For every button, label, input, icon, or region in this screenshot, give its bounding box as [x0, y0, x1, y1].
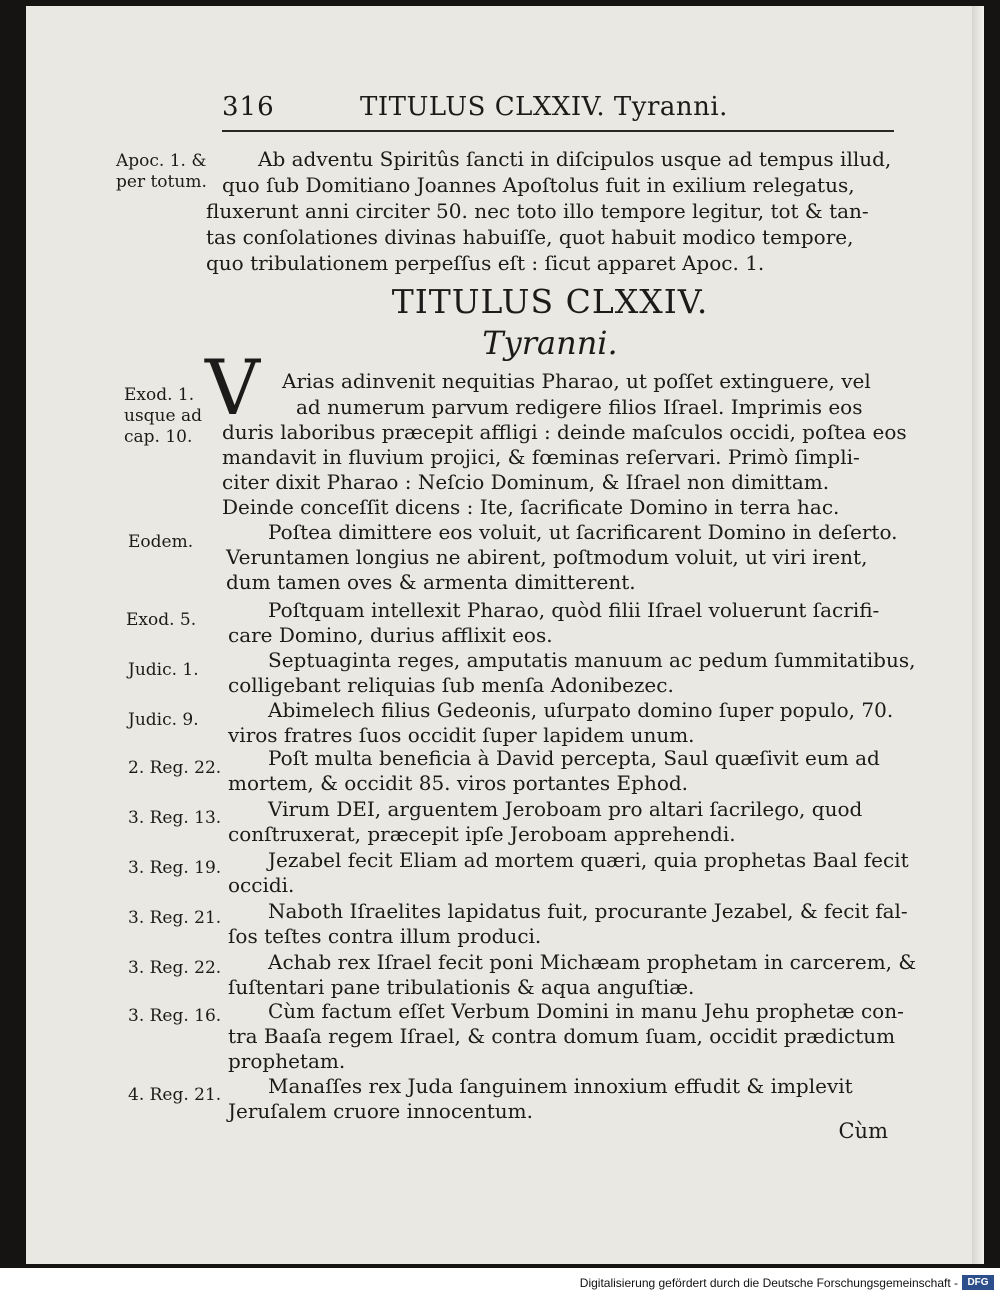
- body-line: ſuſtentari pane tribulationis & aqua anguſtiæ.: [228, 975, 695, 999]
- body-line: duris laboribus præcepit affligi : deinde maſculos occidi, poſtea eos: [222, 420, 907, 444]
- header-rule: [222, 130, 894, 132]
- body-line: Cùm factum eſſet Verbum Domini in manu Jehu prophetæ con-: [268, 999, 904, 1023]
- body-line: Naboth Iſraelites lapidatus fuit, procurante Jezabel, & fecit fal-: [268, 899, 908, 923]
- body-line: mortem, & occidit 85. viros portantes Ephod.: [228, 771, 689, 795]
- body-line: prophetam.: [228, 1049, 346, 1073]
- digitization-footer: [0, 1272, 1000, 1295]
- body-line: Veruntamen longius ne abirent, poſtmodum voluit, ut viri irent,: [226, 545, 868, 569]
- body-line: tra Baaſa regem Iſrael, & contra domum ſuam, occidit prædictum: [228, 1024, 896, 1048]
- page-header: [222, 88, 890, 128]
- catchword: Cùm: [838, 1119, 888, 1143]
- margin-note: Exod. 1. usque ad cap. 10.: [124, 385, 202, 447]
- body-line: Poſt multa beneficia à David percepta, Saul quæſivit eum ad: [268, 746, 880, 770]
- body-line: Septuaginta reges, amputatis manuum ac pedum ſummitatibus,: [268, 648, 916, 672]
- body-line: Poſtquam intellexit Pharao, quòd filii Iſrael voluerunt ſacrifi-: [268, 598, 880, 622]
- margin-note: Eodem.: [128, 532, 194, 552]
- body-line: Achab rex Iſrael fecit poni Michæam prophetam in carcerem, &: [268, 950, 917, 974]
- margin-note: 3. Reg. 19.: [128, 858, 222, 878]
- intro-line: quo ſub Domitiano Joannes Apoſtolus fuit in exilium relegatus,: [222, 173, 855, 197]
- drop-cap: V: [205, 343, 260, 432]
- intro-line: fluxerunt anni circiter 50. nec toto illo tempore legitur, tot & tan-: [206, 199, 869, 223]
- margin-note: 3. Reg. 13.: [128, 808, 222, 828]
- margin-note: Judic. 9.: [128, 710, 199, 730]
- intro-line: quo tribulationem perpeſſus eſt : ſicut apparet Apoc. 1.: [206, 251, 765, 275]
- margin-note: Judic. 1.: [128, 660, 199, 680]
- body-line: viros fratres ſuos occidit ſuper lapidem unum.: [228, 723, 695, 747]
- body-line: Poſtea dimittere eos voluit, ut ſacrificarent Domino in deſerto.: [268, 520, 898, 544]
- dfg-logo-icon[interactable]: DFG: [962, 1275, 994, 1290]
- body-line: citer dixit Pharao : Neſcio Dominum, & Iſrael non dimittam.: [222, 470, 830, 494]
- body-line: Deinde conceſſit dicens : Ite, ſacrificate Domino in terra hac.: [222, 495, 840, 519]
- funding-credit: Digitalisierung gefördert durch die Deutsche Forschungsgemeinschaft -: [579, 1276, 958, 1290]
- page-edge: [972, 6, 984, 1264]
- margin-note: Apoc. 1. & per totum.: [116, 151, 207, 192]
- page-number: 316: [222, 92, 275, 122]
- margin-note: 3. Reg. 21.: [128, 908, 222, 928]
- margin-note: Exod. 5.: [126, 610, 197, 630]
- body-line: Abimelech filius Gedeonis, uſurpato domino ſuper populo, 70.: [268, 698, 894, 722]
- body-line: colligebant reliquias ſub menſa Adonibezec.: [228, 673, 674, 697]
- body-line: ad numerum parvum redigere filios Iſrael. Imprimis eos: [296, 395, 863, 419]
- body-line: Manaſſes rex Juda ſanguinem innoxium effudit & implevit: [268, 1074, 853, 1098]
- chapter-subtitle: Tyranni.: [482, 324, 618, 362]
- body-line: conſtruxerat, præcepit ipſe Jeroboam apprehendi.: [228, 822, 736, 846]
- body-line: Jezabel fecit Eliam ad mortem quæri, quia prophetas Baal fecit: [268, 848, 909, 872]
- body-line: occidi.: [228, 873, 295, 897]
- margin-note: 3. Reg. 16.: [128, 1006, 222, 1026]
- body-line: care Domino, durius afflixit eos.: [228, 623, 553, 647]
- body-line: Arias adinvenit nequitias Pharao, ut poſſet extinguere, vel: [282, 369, 871, 393]
- chapter-title: TITULUS CLXXIV.: [391, 282, 709, 321]
- body-line: dum tamen oves & armenta dimitterent.: [226, 570, 636, 594]
- body-line: Virum DEI, arguentem Jeroboam pro altari ſacrilego, quod: [268, 797, 863, 821]
- margin-note: 4. Reg. 21.: [128, 1085, 222, 1105]
- running-head: TITULUS CLXXIV. Tyranni.: [360, 92, 728, 122]
- body-line: mandavit in fluvium projici, & fœminas reſervari. Primò ſimpli-: [222, 445, 860, 469]
- body-line: Jeruſalem cruore innocentum.: [228, 1099, 533, 1123]
- body-line: ſos teſtes contra illum produci.: [228, 924, 542, 948]
- intro-line: Ab adventu Spiritûs ſancti in diſcipulos usque ad tempus illud,: [258, 147, 892, 171]
- intro-line: tas conſolationes divinas habuiſſe, quot habuit modico tempore,: [206, 225, 854, 249]
- margin-note: 2. Reg. 22.: [128, 758, 222, 778]
- margin-note: 3. Reg. 22.: [128, 958, 222, 978]
